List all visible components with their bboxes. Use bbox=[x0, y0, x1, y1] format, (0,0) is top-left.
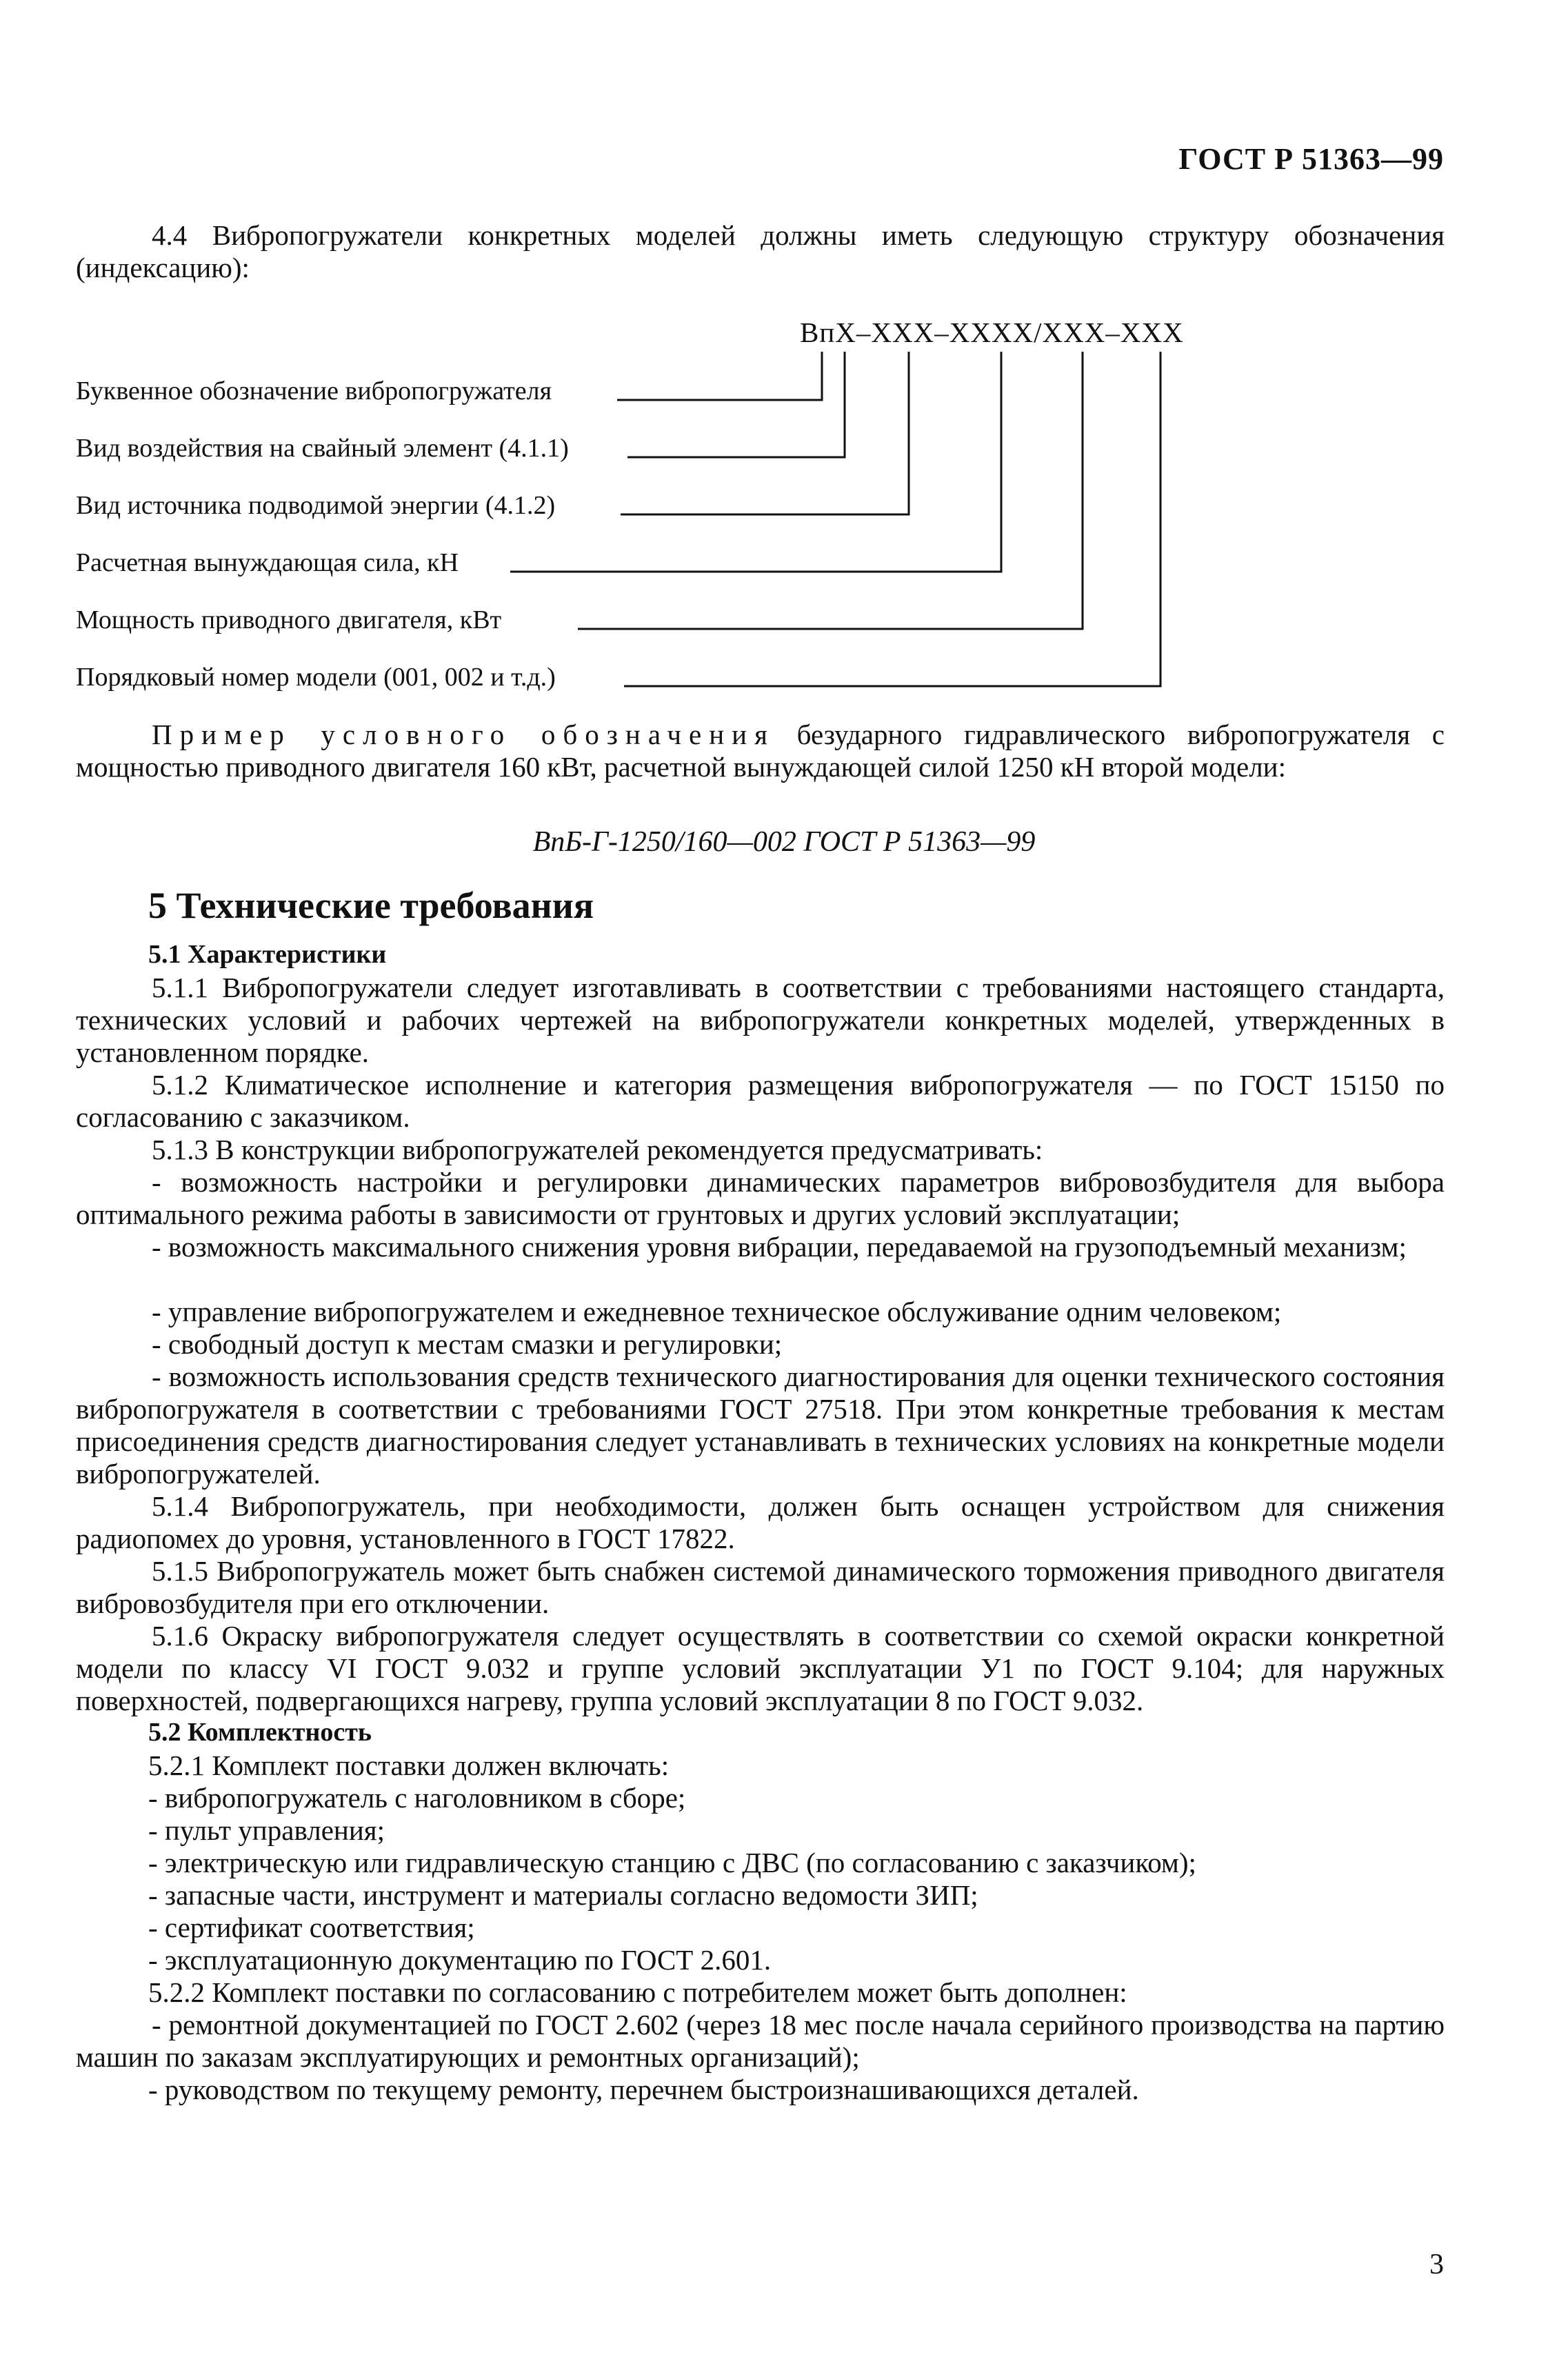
list-item: - вибропогружатель с наголовником в сборе; bbox=[148, 1782, 686, 1814]
diagram-label-energy: Вид источника подводимой энергии (4.1.2) bbox=[76, 491, 556, 520]
diagram-label-impact: Вид воздействия на свайный элемент (4.1.1) bbox=[76, 434, 569, 463]
clause-5-1-3: 5.1.3 В конструкции вибропогружателей рекомендуется предусматривать: bbox=[152, 1134, 1043, 1165]
example-designation: ВпБ-Г-1250/160—002 ГОСТ Р 51363—99 bbox=[532, 826, 1036, 858]
diagram-label-power: Мощность приводного двигателя, кВт bbox=[76, 605, 502, 634]
clause-5-1-5: 5.1.5 Вибропогружатель может быть снабжен системой динамического торможения приводного двигателя вибровозбудителя при его отключении. bbox=[76, 1555, 1445, 1619]
leader-line-power bbox=[578, 352, 1083, 629]
leader-line-model bbox=[624, 352, 1160, 686]
clause-5-1-4: 5.1.4 Вибропогружатель, при необходимости, должен быть оснащен устройством для снижения радиопомех до уровня, установленного в ГОСТ 17822. bbox=[76, 1490, 1445, 1554]
leader-line-impact bbox=[627, 352, 845, 457]
doc-header-code: ГОСТ Р 51363—99 bbox=[1178, 142, 1444, 176]
subsection-5-1-title: 5.1 Характеристики bbox=[148, 940, 387, 969]
list-item: - пульт управления; bbox=[148, 1814, 385, 1846]
list-item: - управление вибропогружателем и ежедневное техническое обслуживание одним человеком; bbox=[152, 1296, 1282, 1327]
diagram-label-force: Расчетная вынуждающая сила, кН bbox=[76, 548, 459, 577]
list-item: - запасные части, инструмент и материалы согласно ведомости ЗИП; bbox=[148, 1879, 978, 1911]
list-item: - возможность использования средств технического диагностирования для оценки технического состояния вибропогружателя в соответствии с требованиями ГОСТ 27518. При этом конкретные требования к местам присоединения средств диагностирования следует устанавливать в технических условиях на конкретные модели вибропогружателей. bbox=[76, 1361, 1445, 1490]
diagram-label-letter: Буквенное обозначение вибропогружателя bbox=[76, 377, 552, 405]
clause-5-2-2: 5.2.2 Комплект поставки по согласованию с потребителем может быть дополнен: bbox=[148, 1976, 1127, 2008]
leader-line-force bbox=[510, 352, 1001, 572]
subsection-5-2-title: 5.2 Комплектность bbox=[148, 1718, 372, 1747]
example-intro bbox=[76, 719, 1445, 783]
list-item: - эксплуатационную документацию по ГОСТ 2.601. bbox=[148, 1944, 772, 1976]
example-intro-rest: безударного гидравлического вибропогружателя с мощностью приводного двигателя 160 кВт, расчетной вынуждающей силой 1250 кН второй модели: bbox=[76, 719, 1445, 783]
list-item: - возможность максимального снижения уровня вибрации, передаваемой на грузоподъемный механизм; bbox=[152, 1231, 1407, 1263]
clause-5-1-2: 5.1.2 Климатическое исполнение и категория размещения вибропогружателя — по ГОСТ 15150 по согласованию с заказчиком. bbox=[76, 1069, 1445, 1133]
clause-5-2-1: 5.2.1 Комплект поставки должен включать: bbox=[148, 1750, 670, 1781]
designation-code: ВпХ–ХХХ–ХХХХ/ХХХ–ХХХ bbox=[800, 317, 1184, 348]
leader-line-energy bbox=[621, 352, 909, 514]
diagram-label-model-number: Порядковый номер модели (001, 002 и т.д.) bbox=[76, 663, 556, 692]
list-item: - сертификат соответствия; bbox=[148, 1912, 475, 1943]
section-5-title: 5 Технические требования bbox=[148, 885, 594, 926]
example-intro-spaced: Пример условного обозначения bbox=[152, 719, 775, 750]
list-item: - электрическую или гидравлическую станцию с ДВС (по согласованию с заказчиком); bbox=[148, 1847, 1196, 1878]
list-item: - ремонтной документацией по ГОСТ 2.602 (через 18 мес после начала серийного производства на партию машин по заказам эксплуатирующих и ремонтных организаций); bbox=[76, 2009, 1445, 2073]
paragraph-4-4: 4.4 Вибропогружатели конкретных моделей должны иметь следующую структуру обозначения (индексацию): bbox=[76, 219, 1445, 283]
clause-5-1-6: 5.1.6 Окраску вибропогружателя следует осуществлять в соответствии со схемой окраски конкретной модели по классу VI ГОСТ 9.032 и группе условий эксплуатации У1 по ГОСТ 9.104; для наружных поверхностей, подвергающихся нагреву, группа условий эксплуатации 8 по ГОСТ 9.032. bbox=[76, 1620, 1445, 1716]
list-item: - возможность настройки и регулировки динамических параметров вибровозбудителя для выбора оптимального режима работы в зависимости от грунтовых и других условий эксплуатации; bbox=[76, 1166, 1445, 1230]
clause-5-1-1: 5.1.1 Вибропогружатели следует изготавливать в соответствии с требованиями настоящего стандарта, технических условий и рабочих чертежей на вибропогружатели конкретных моделей, утвержденных в установленном порядке. bbox=[76, 972, 1445, 1068]
list-item: - свободный доступ к местам смазки и регулировки; bbox=[152, 1328, 783, 1360]
leader-line-letter bbox=[617, 352, 822, 400]
page-number: 3 bbox=[1429, 2249, 1444, 2280]
list-item: - руководством по текущему ремонту, перечнем быстроизнашивающихся деталей. bbox=[148, 2074, 1139, 2105]
